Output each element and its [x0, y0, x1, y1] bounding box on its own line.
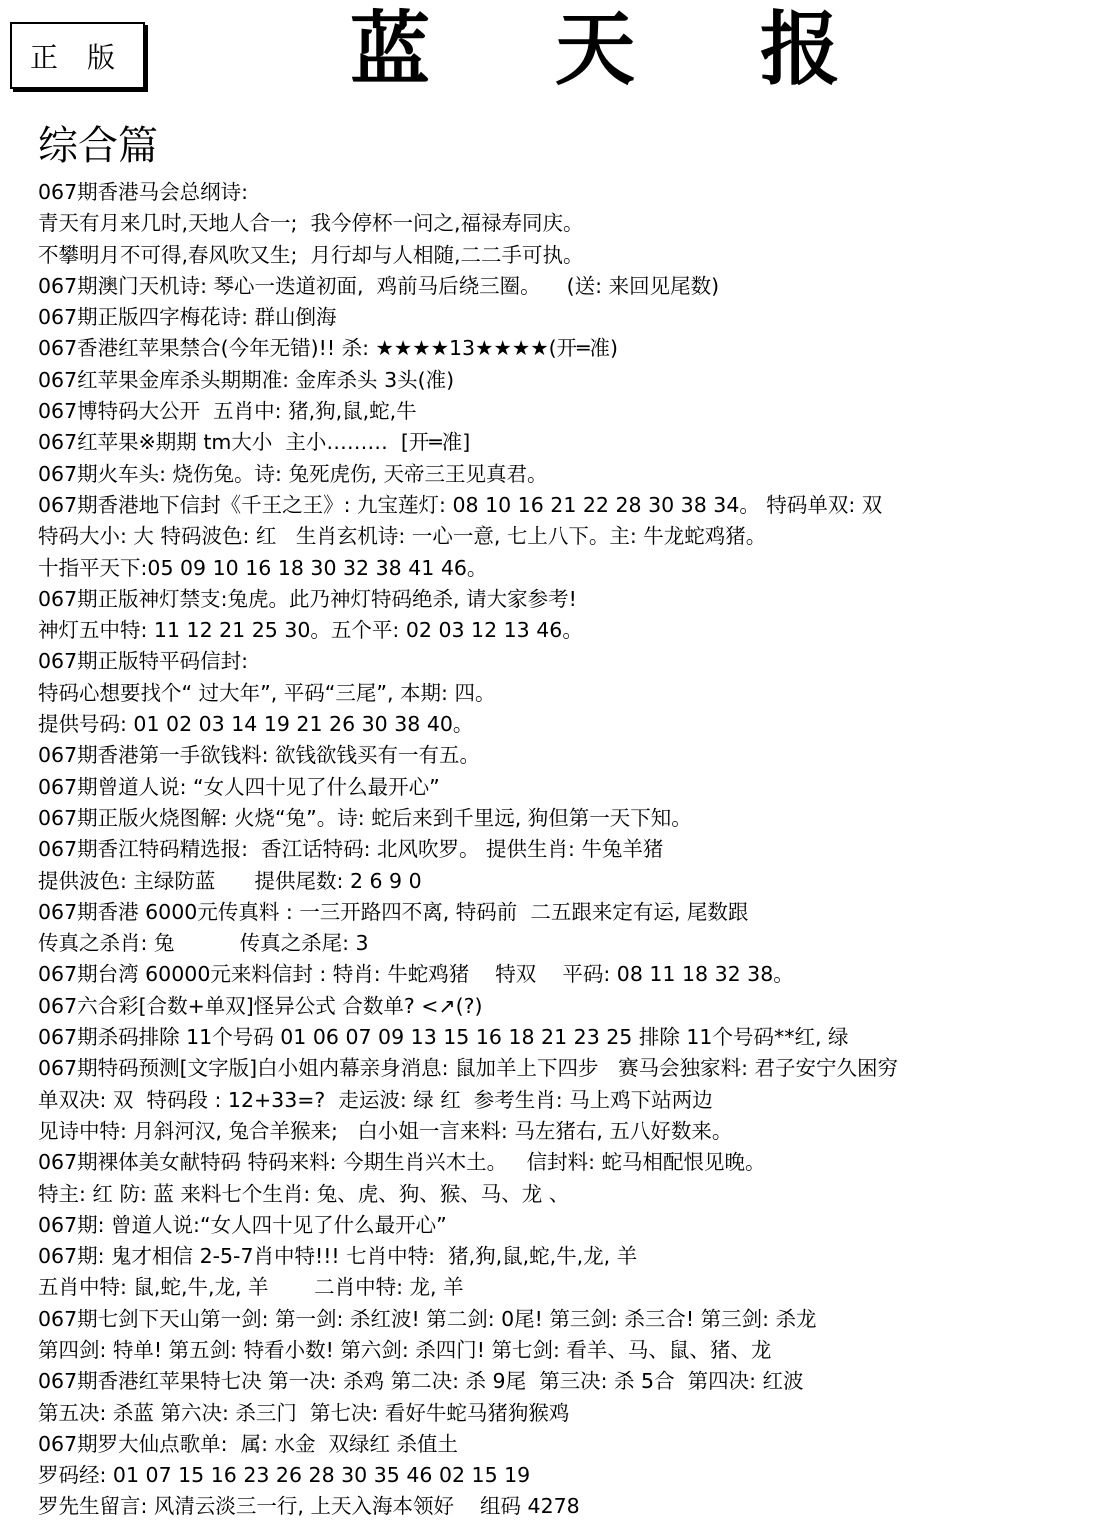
text-line: 067期特码预测[文字版]白小姐内幕亲身消息: 鼠加羊上下四步 赛马会独家料: 君子安宁久困穷	[38, 1056, 899, 1081]
text-line: 五肖中特: 鼠,蛇,牛,龙, 羊 二肖中特: 龙, 羊	[38, 1275, 464, 1300]
text-line: 罗先生留言: 风清云淡三一行, 上天入海本领好 组码 4278	[38, 1494, 580, 1519]
text-line: 067期香港马会总纲诗:	[38, 180, 249, 204]
text-line: 067期正版神灯禁支:兔虎。此乃神灯特码绝杀, 请大家参考!	[38, 586, 577, 611]
text-line: 提供波色: 主绿防蓝 提供尾数: 2 6 9 0	[38, 868, 422, 893]
text-line: 067期罗大仙点歌单: 属: 水金 双绿红 杀值土	[38, 1431, 459, 1456]
text-line: 见诗中特: 月斜河汉, 兔合羊猴来; 白小姐一言来料: 马左猪右, 五八好数来。	[38, 1118, 733, 1143]
text-line: 067期火车头: 烧伤兔。诗: 兔死虎伤, 天帝三王见真君。	[38, 461, 548, 486]
section-title: 综合篇	[38, 123, 158, 169]
content-lines	[38, 177, 1108, 1523]
text-line: 067期香江特码精选报: 香江话特码: 北风吹罗。 提供生肖: 牛兔羊猪	[38, 837, 664, 862]
authentic-edition-stamp: 正 版	[10, 22, 145, 89]
text-line: 067红苹果※期期 tm大小 主小……… [开═准]	[38, 430, 471, 455]
text-line: 不攀明月不可得,春风吹又生; 月行却与人相随,二二手可执。	[38, 242, 584, 267]
text-line: 第四剑: 特单! 第五剑: 特看小数! 第六剑: 杀四门! 第七剑: 看羊、马、鼠、猪、龙	[38, 1337, 772, 1362]
text-line: 神灯五中特: 11 12 21 25 30。五个平: 02 03 12 13 46。	[38, 618, 583, 643]
text-line: 067期香港红苹果特七决 第一决: 杀鸡 第二决: 杀 9尾 第三决: 杀 5合 第四决: 红波	[38, 1369, 804, 1394]
text-line: 067期正版火烧图解: 火烧“兔”。诗: 蛇后来到千里远, 狗但第一天下知。	[38, 805, 692, 830]
text-line: 067期台湾 60000元来料信封 : 特肖: 牛蛇鸡猪 特双 平码: 08 11 18 32 38。	[38, 962, 794, 987]
text-line: 067期正版特平码信封:	[38, 649, 249, 674]
text-line: 067期杀码排除 11个号码 01 06 07 09 13 15 16 18 21 23 25 排除 11个号码**红, 绿	[38, 1025, 849, 1050]
masthead-char-1: 蓝	[350, 2, 430, 96]
text-line: 青天有月来几时,天地人合一; 我今停杯一问之,福禄寿同庆。	[38, 211, 584, 236]
text-line: 067期七剑下天山第一剑: 第一剑: 杀红波! 第二剑: 0尾! 第三剑: 杀三合! 第三剑: 杀龙	[38, 1306, 817, 1331]
text-line: 067香港红苹果禁合(今年无错)!! 杀: ★★★★13★★★★(开═准)	[38, 336, 618, 361]
newspaper-masthead	[340, 4, 880, 94]
text-line: 067期香港第一手欲钱料: 欲钱欲钱买有一有五。	[38, 743, 481, 768]
text-line: 067红苹果金库杀头期期准: 金库杀头 3头(准)	[38, 367, 455, 392]
text-line: 第五决: 杀蓝 第六决: 杀三门 第七决: 看好牛蛇马猪狗猴鸡	[38, 1400, 570, 1425]
text-line: 传真之杀肖: 兔 传真之杀尾: 3	[38, 931, 369, 956]
text-line: 特主: 红 防: 蓝 来料七个生肖: 兔、虎、狗、猴、马、龙 、	[38, 1181, 570, 1206]
text-line: 067期: 鬼才相信 2-5-7肖中特!!! 七肖中特: 猪,狗,鼠,蛇,牛,龙, 羊	[38, 1244, 638, 1269]
text-line: 067期香港地下信封《千王之王》: 九宝莲灯: 08 10 16 21 22 28 30 38 34。 特码单双: 双	[38, 492, 883, 517]
text-line: 罗码经: 01 07 15 16 23 26 28 30 35 46 02 15 19	[38, 1463, 531, 1488]
masthead-char-3: 报	[760, 2, 840, 96]
text-line: 067期曾道人说: “女人四十见了什么最开心”	[38, 774, 440, 799]
text-line: 十指平天下:05 09 10 16 18 30 32 38 41 46。	[38, 555, 488, 580]
text-line: 067博特码大公开 五肖中: 猪,狗,鼠,蛇,牛	[38, 399, 417, 424]
text-line: 067期裸体美女献特码 特码来料: 今期生肖兴木土。 信封料: 蛇马相配恨见晚。	[38, 1150, 766, 1175]
text-line: 067期香港 6000元传真料 : 一三开路四不离, 特码前 二五跟来定有运, 尾数跟	[38, 899, 749, 924]
text-line: 单双决: 双 特码段 : 12+33=? 走运波: 绿 红 参考生肖: 马上鸡下站两边	[38, 1087, 713, 1112]
text-line: 067六合彩[合数+单双]怪异公式 合数单? <↗(?)	[38, 993, 483, 1018]
text-line: 067期: 曾道人说:“女人四十见了什么最开心”	[38, 1212, 447, 1237]
text-line: 提供号码: 01 02 03 14 19 21 26 30 38 40。	[38, 712, 474, 737]
text-line: 067期澳门天机诗: 琴心一迭道初面, 鸡前马后绕三圈。 (送: 来回见尾数)	[38, 273, 720, 298]
text-line: 067期正版四字梅花诗: 群山倒海	[38, 305, 337, 330]
text-line: 特码心想要找个“ 过大年”, 平码“三尾”, 本期: 四。	[38, 680, 496, 705]
text-line: 特码大小: 大 特码波色: 红 生肖玄机诗: 一心一意, 七上八下。主: 牛龙蛇鸡猪。	[38, 524, 767, 549]
masthead-char-2: 天	[555, 2, 635, 96]
